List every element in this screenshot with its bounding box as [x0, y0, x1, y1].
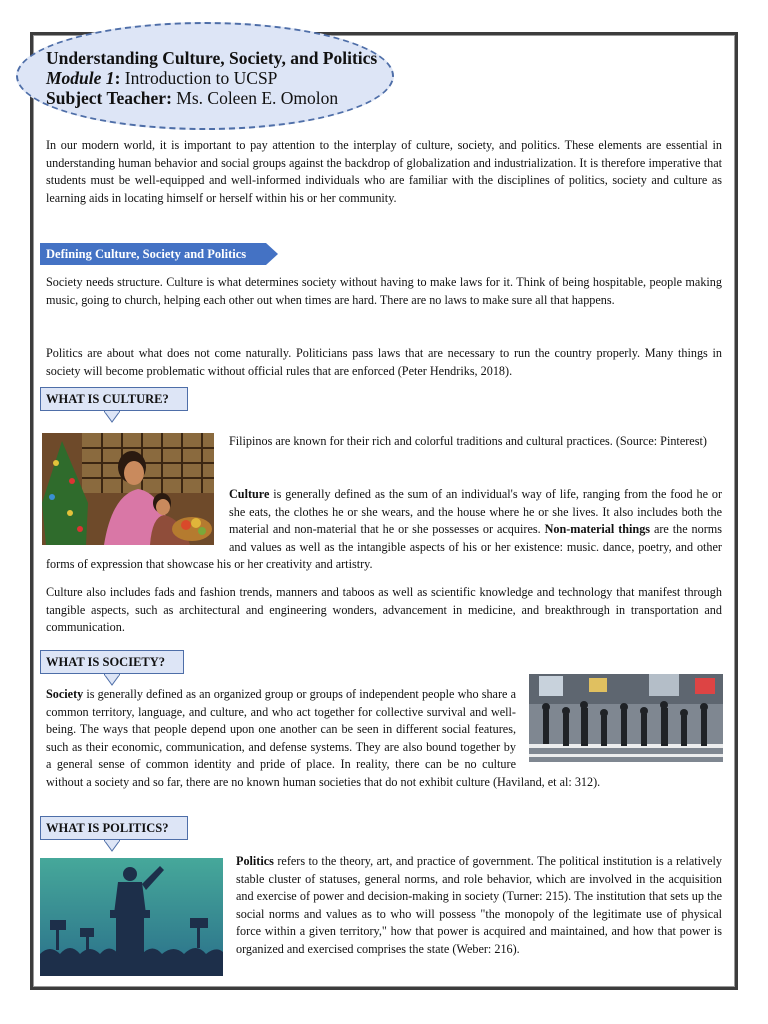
- image-float-spacer: [516, 686, 722, 772]
- non-material-term: Non-material things: [544, 522, 651, 537]
- module-sep: :: [114, 68, 121, 88]
- defining-banner-label: Defining Culture, Society and Politics: [40, 243, 266, 265]
- defining-banner: [40, 243, 278, 265]
- defining-paragraph-1: Society needs structure. Culture is what determines society without having to make laws for it. Think of being hospitable, people making music, going to church, helping each other out when times are hard. There are no laws to make sure all that happens.: [46, 275, 722, 307]
- document-title: Understanding Culture, Society, and Politics: [46, 48, 378, 68]
- culture-definition: [46, 486, 722, 574]
- society-term: Society: [46, 687, 84, 701]
- callout-pointer-icon: [104, 674, 120, 686]
- society-definition-text: is generally defined as an organized group or groups of independent people who share a common territory, language, and culture, and who act together for collective survival and well-being. The ways that people depend upon one another can be seen in different social features, such as their economic, communication, and defense systems. They are also bound together by a general sense of common identity and pride of place. In reality, there can be no culture without a society and so far, there are no known human societies that do not exhibit culture (Haviland, et al: 312).: [46, 687, 601, 789]
- society-heading-callout: [40, 650, 184, 674]
- teacher-line: [46, 88, 406, 108]
- module-label: Module 1: [46, 68, 115, 88]
- politics-heading-callout: [40, 816, 188, 840]
- callout-pointer-icon: [104, 411, 120, 423]
- politics-heading: WHAT IS POLITICS?: [46, 821, 169, 835]
- society-definition: [46, 686, 722, 792]
- module-name: Introduction to UCSP: [120, 68, 278, 88]
- society-heading: WHAT IS SOCIETY?: [46, 655, 166, 669]
- culture-image-caption: Filipinos are known for their rich and colorful traditions and cultural practices. (Source: Pinterest): [229, 434, 707, 448]
- image-float-spacer: [46, 486, 229, 540]
- banner-arrow-tip: [266, 243, 278, 265]
- module-line: [46, 68, 406, 88]
- teacher-name: Ms. Coleen E. Omolon: [171, 88, 339, 108]
- politics-term: Politics: [236, 854, 274, 868]
- politics-definition: [236, 853, 722, 959]
- culture-definition-b: are the norms and values as well as the intangible aspects of his or her existence: music. dance, poetry, and other forms of expression that showcase his or her creativity and artistry.: [46, 522, 722, 572]
- callout-pointer-icon: [104, 840, 120, 852]
- culture-heading: WHAT IS CULTURE?: [46, 392, 169, 406]
- document-header: [46, 48, 406, 108]
- politician-speech-illustration: [40, 858, 223, 976]
- culture-term: Culture: [229, 487, 270, 501]
- culture-heading-callout: [40, 387, 188, 411]
- teacher-label: Subject Teacher:: [46, 88, 172, 108]
- culture-definition-a: is generally defined as the sum of an individual's way of life, ranging from the food he or she eats, the clothes he or she wears, and the house where he or she lives. It also includes both the material and non-material that he or she possesses or acquires.: [229, 487, 722, 537]
- defining-paragraph-2: Politics are about what does not come naturally. Politicians pass laws that are necessary to run the country properly. Many things in society will become problematic without official rules that are enforced (Peter Hendriks, 2018).: [46, 346, 722, 378]
- intro-paragraph: In our modern world, it is important to pay attention to the interplay of culture, society, and politics. These elements are essential in understanding human behavior and social groups against the backdrop of globalization and industrialization. It is therefore imperative that students must be well-equipped and well-informed individuals who are familiar with the disciplines of politics, society and culture as learning aids in locating himself or herself within his or her community.: [46, 138, 722, 205]
- politics-definition-text: refers to the theory, art, and practice of government. The political institution is a relatively stable cluster of statuses, general norms, and role behavior, which are involved in the acquisition and exercise of power and decision-making in society (Turner: 215). The institution that sets up the social norms and values as to who will possess "the monopoly of the legitimate use of physical force within a given territory," how that power is acquired and maintained, and how that power is organized and exercised comprises the state (Weber: 216).: [236, 854, 722, 956]
- culture-paragraph-2: Culture also includes fads and fashion trends, manners and taboos as well as scientific knowledge and technology that manifest through tangible aspects, such as architectural and engineering wonders, advancement in medicine, and breakthrough in transportation and communication.: [46, 585, 722, 635]
